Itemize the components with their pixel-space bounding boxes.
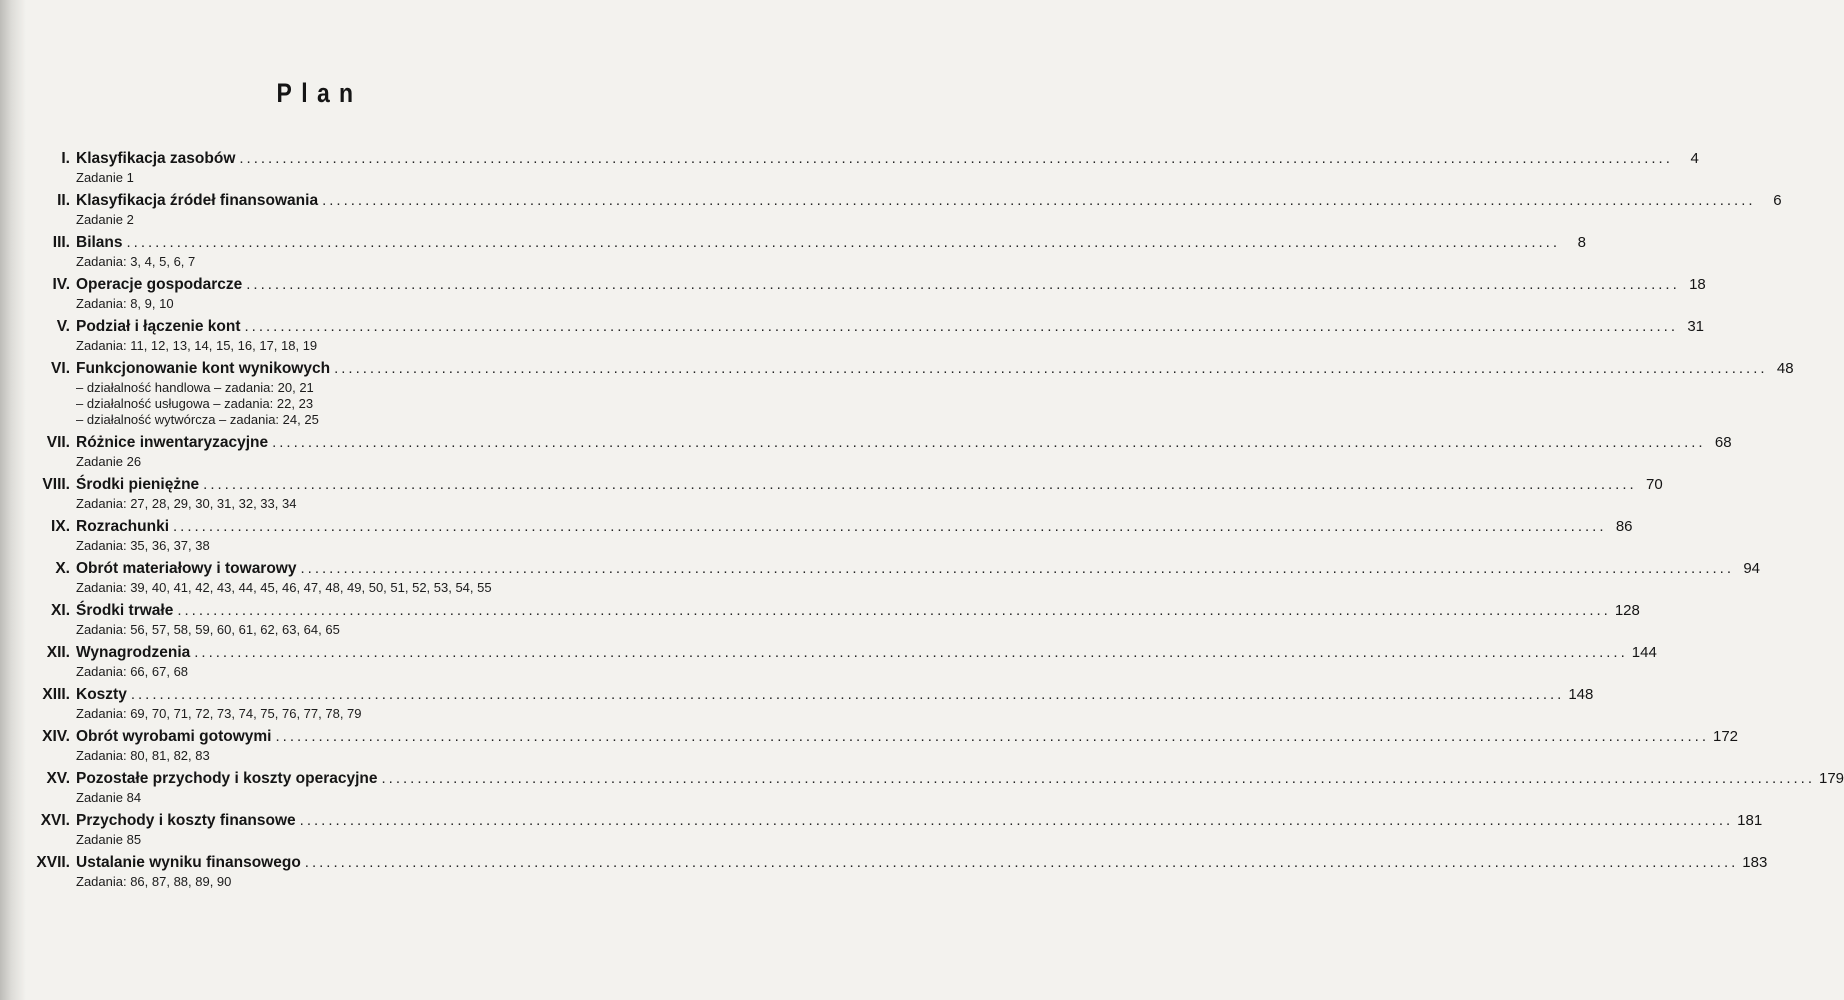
chapter-number: XIV. (42, 728, 70, 745)
chapter-title: Obrót materiałowy i towarowy (76, 560, 297, 577)
toc-entry-row (26, 726, 1739, 748)
chapter-title: Środki trwałe (76, 602, 174, 619)
chapter-number: XVI. (40, 812, 70, 829)
dot-leader: ........................................................................................................................................................................................................ (173, 518, 1607, 535)
toc-entry (26, 316, 1705, 354)
exercise-list: Zadanie 26 (76, 454, 142, 469)
chapter-number: VIII. (42, 476, 70, 493)
exercise-list: Zadania: 86, 87, 88, 89, 90 (76, 874, 232, 889)
toc-entry-row (26, 852, 1768, 874)
toc-entry (26, 642, 1657, 680)
dot-leader: ........................................................................................................................................................................................................ (130, 686, 1565, 703)
page-number: 18 (1689, 276, 1706, 293)
dot-leader: ........................................................................................................................................................................................................ (203, 476, 1637, 493)
page-number: 48 (1776, 360, 1794, 377)
dot-leader: ........................................................................................................................................................................................................ (272, 434, 1706, 451)
chapter-number: XV. (46, 770, 70, 787)
chapter-number: XIII. (42, 686, 70, 703)
toc-entry-row (26, 768, 1844, 790)
dot-leader: ........................................................................................................................................................................................................ (322, 192, 1756, 209)
chapter-title: Podział i łączenie kont (76, 318, 241, 335)
page-number: 86 (1615, 518, 1633, 535)
exercise-list: Zadanie 2 (76, 212, 134, 227)
page-number: 172 (1712, 728, 1739, 745)
toc-entry-row (26, 358, 1794, 380)
toc-entry-row (26, 516, 1633, 538)
toc-entry (26, 232, 1587, 270)
exercise-list: Zadania: 11, 12, 13, 14, 15, 16, 17, 18, 19 (76, 338, 318, 353)
exercise-list: Zadanie 84 (76, 790, 142, 805)
toc-entry (26, 358, 1794, 428)
toc-entry (26, 558, 1760, 596)
chapter-title: Funkcjonowanie kont wynikowych (76, 360, 331, 377)
chapter-title: Różnice inwentaryzacyjne (76, 434, 269, 451)
toc-entry (26, 474, 1663, 512)
chapter-number: IX. (51, 518, 70, 535)
chapter-title: Klasyfikacja zasobów (76, 150, 236, 167)
toc-entry-row (26, 274, 1706, 296)
page-number: 128 (1614, 602, 1640, 619)
toc-entry (26, 852, 1768, 890)
chapter-title: Klasyfikacja źródeł finansowania (76, 192, 319, 209)
toc-entry-row (26, 810, 1763, 832)
dot-leader: ........................................................................................................................................................................................................ (300, 560, 1734, 577)
chapter-title: Rozrachunki (76, 518, 170, 535)
dot-leader: ........................................................................................................................................................................................................ (381, 770, 1815, 787)
page-number: 70 (1645, 476, 1663, 493)
dot-leader: ........................................................................................................................................................................................................ (177, 602, 1611, 619)
chapter-number: I. (61, 150, 70, 167)
page-title: Plan (276, 78, 363, 108)
dot-leader: ........................................................................................................................................................................................................ (304, 854, 1739, 871)
dot-leader: ........................................................................................................................................................................................................ (246, 276, 1680, 293)
exercise-list: Zadania: 80, 81, 82, 83 (76, 748, 210, 763)
toc-entry (26, 768, 1844, 806)
toc-entry-row (26, 558, 1760, 580)
page-number: 144 (1631, 644, 1657, 661)
chapter-number: III. (52, 234, 70, 251)
page-number: 6 (1773, 192, 1782, 209)
toc-entry-row (26, 474, 1663, 496)
toc-entry (26, 274, 1706, 312)
toc-entry-row (26, 316, 1705, 338)
exercise-list: Zadanie 85 (76, 832, 142, 847)
dot-leader: ........................................................................................................................................................................................................ (299, 812, 1734, 829)
dot-leader: ........................................................................................................................................................................................................ (275, 728, 1709, 745)
chapter-title: Pozostałe przychody i koszty operacyjne (76, 770, 378, 787)
exercise-list: Zadania: 39, 40, 41, 42, 43, 44, 45, 46, 47, 48, 49, 50, 51, 52, 53, 54, 55 (76, 580, 492, 595)
page-number: 31 (1687, 318, 1705, 335)
toc-entry (26, 810, 1763, 848)
page-number: 179 (1819, 770, 1844, 787)
exercise-list: – działalność wytwórcza – zadania: 24, 25 (76, 412, 319, 427)
exercise-list: Zadania: 35, 36, 37, 38 (76, 538, 210, 553)
exercise-list: Zadania: 69, 70, 71, 72, 73, 74, 75, 76, 77, 78, 79 (76, 706, 362, 721)
chapter-title: Obrót wyrobami gotowymi (76, 728, 272, 745)
exercise-list: Zadania: 56, 57, 58, 59, 60, 61, 62, 63, 64, 65 (76, 622, 340, 637)
chapter-title: Wynagrodzenia (76, 644, 191, 661)
toc-entry-row (26, 684, 1594, 706)
exercise-list: Zadania: 3, 4, 5, 6, 7 (76, 254, 196, 269)
toc-entry-row (26, 190, 1782, 212)
chapter-number: XII. (46, 644, 70, 661)
page-edge-shadow (0, 0, 26, 1000)
chapter-number: V. (56, 318, 70, 335)
chapter-title: Ustalanie wyniku finansowego (76, 854, 301, 871)
toc-entry-row (26, 642, 1657, 664)
page-number: 68 (1714, 434, 1732, 451)
exercise-list: – działalność usługowa – zadania: 22, 23 (76, 396, 314, 411)
page-number: 8 (1577, 234, 1587, 251)
page-number: 94 (1743, 560, 1760, 577)
chapter-title: Koszty (76, 686, 127, 703)
toc-entry (26, 148, 1699, 186)
toc-entry (26, 190, 1782, 228)
page-number: 183 (1742, 854, 1768, 871)
toc-entry-row (26, 600, 1640, 622)
chapter-title: Bilans (76, 234, 123, 251)
dot-leader: ........................................................................................................................................................................................................ (334, 360, 1768, 377)
chapter-number: II. (57, 192, 70, 209)
dot-leader: ........................................................................................................................................................................................................ (126, 234, 1561, 251)
exercise-list: Zadanie 1 (76, 170, 134, 185)
chapter-number: XVII. (36, 854, 70, 871)
toc-entry (26, 516, 1633, 554)
page-number: 148 (1568, 686, 1594, 703)
toc-entry (26, 432, 1732, 470)
exercise-list: Zadania: 8, 9, 10 (76, 296, 174, 311)
toc-entry-row (26, 148, 1699, 170)
exercise-list: – działalność handlowa – zadania: 20, 21 (76, 380, 314, 395)
toc-entry-row (26, 232, 1587, 254)
dot-leader: ........................................................................................................................................................................................................ (194, 644, 1628, 661)
table-of-contents (26, 148, 1844, 894)
exercise-list: Zadania: 27, 28, 29, 30, 31, 32, 33, 34 (76, 496, 297, 511)
chapter-number: XI. (51, 602, 70, 619)
toc-entry-row (26, 432, 1732, 454)
dot-leader: ........................................................................................................................................................................................................ (239, 150, 1673, 167)
toc-entry (26, 684, 1594, 722)
chapter-title: Przychody i koszty finansowe (76, 812, 296, 829)
chapter-number: VII. (46, 434, 70, 451)
chapter-title: Operacje gospodarcze (76, 276, 243, 293)
toc-entry (26, 600, 1640, 638)
toc-entry (26, 726, 1739, 764)
chapter-number: VI. (51, 360, 70, 377)
chapter-title: Środki pieniężne (76, 476, 200, 493)
chapter-number: IV. (52, 276, 70, 293)
dot-leader: ........................................................................................................................................................................................................ (244, 318, 1679, 335)
chapter-number: X. (55, 560, 70, 577)
exercise-list: Zadania: 66, 67, 68 (76, 664, 189, 679)
page-number: 4 (1690, 150, 1699, 167)
page-number: 181 (1737, 812, 1763, 829)
